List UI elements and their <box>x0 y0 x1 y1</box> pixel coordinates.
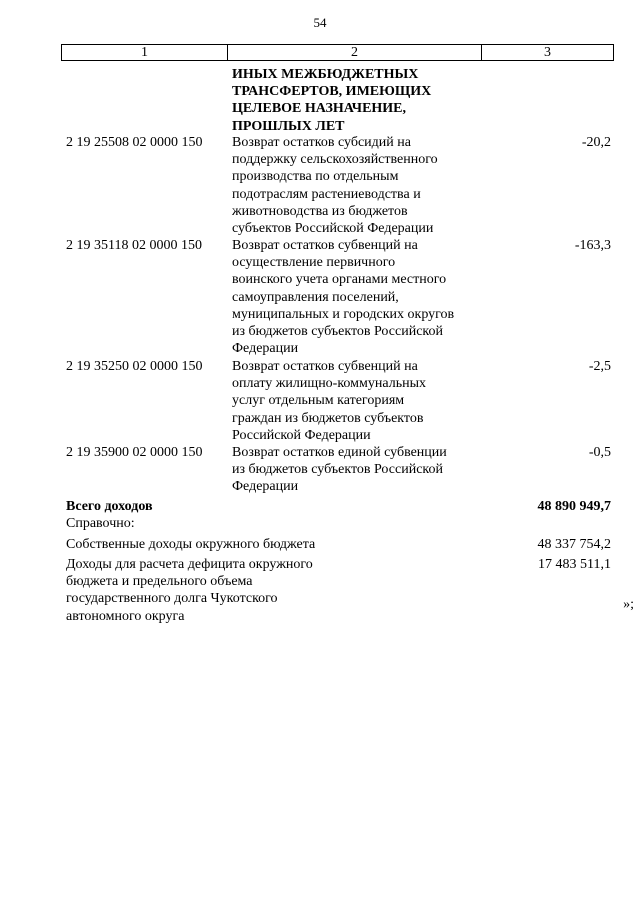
description-line: оплату жилищно-коммунальных <box>232 376 426 392</box>
description-line: муниципальных и городских округов <box>232 306 455 322</box>
row-amount: -0,5 <box>588 445 611 460</box>
description-line: граждан из бюджетов субъектов <box>232 410 424 426</box>
description-line: Возврат остатков субвенций на <box>232 359 418 374</box>
description-line: услуг отдельным категориям <box>232 393 405 409</box>
row-code: 2 19 25508 02 0000 150 <box>66 135 203 150</box>
header-col-3: 3 <box>481 45 613 60</box>
row-code: 2 19 35250 02 0000 150 <box>66 359 203 374</box>
total-label: Всего доходов <box>66 499 153 514</box>
deficit-line: автономного округа <box>66 608 185 624</box>
row-amount: -2,5 <box>588 359 611 374</box>
deficit-line: Доходы для расчета дефицита окружного <box>66 557 313 572</box>
row-description <box>232 444 447 496</box>
description-line: из бюджетов субъектов Российской <box>232 462 443 478</box>
deficit-line: государственного долга Чукотского <box>66 591 278 607</box>
row-description <box>232 134 438 237</box>
header-col-1: 1 <box>141 45 148 60</box>
deficit-line: бюджета и предельного объема <box>66 574 253 590</box>
description-line: самоуправления поселений, <box>232 289 399 305</box>
description-line: воинского учета органами местного <box>232 272 447 288</box>
row-amount: -163,3 <box>574 238 611 253</box>
description-line: из бюджетов субъектов Российской <box>232 324 443 340</box>
table-header <box>61 44 614 61</box>
deficit-income-label <box>66 556 313 625</box>
page-number: 54 <box>313 15 327 30</box>
row-code: 2 19 35900 02 0000 150 <box>66 445 203 460</box>
description-line: Российской Федерации <box>232 427 371 443</box>
heading-line: ТРАНСФЕРТОВ, ИМЕЮЩИХ <box>232 84 432 100</box>
deficit-income-amount: 17 483 511,1 <box>538 557 611 572</box>
description-line: Возврат остатков единой субвенции <box>232 445 447 460</box>
row-code: 2 19 35118 02 0000 150 <box>66 238 202 253</box>
description-line: осуществление первичного <box>232 255 396 271</box>
description-line: Федерации <box>232 479 299 495</box>
heading-line: ПРОШЛЫХ ЛЕТ <box>232 118 345 134</box>
reference-label: Справочно: <box>66 516 135 531</box>
description-line: поддержку сельскохозяйственного <box>232 152 438 168</box>
row-amount: -20,2 <box>581 135 611 150</box>
description-line: животноводства из бюджетов <box>232 203 408 219</box>
row-description <box>232 358 426 444</box>
description-line: Федерации <box>232 341 299 357</box>
row-description <box>232 237 454 357</box>
own-income-label: Собственные доходы окружного бюджета <box>66 537 316 552</box>
heading-line: ИНЫХ МЕЖБЮДЖЕТНЫХ <box>232 67 419 82</box>
description-line: субъектов Российской Федерации <box>232 221 434 237</box>
description-line: производства по отдельным <box>232 169 399 185</box>
closing-quote-mark: »; <box>623 597 634 612</box>
own-income-amount: 48 337 754,2 <box>537 537 611 552</box>
description-line: Возврат остатков субсидий на <box>232 135 411 150</box>
description-line: подотраслям растениеводства и <box>232 186 421 202</box>
section-heading <box>232 66 431 135</box>
description-line: Возврат остатков субвенций на <box>232 238 418 253</box>
total-amount: 48 890 949,7 <box>537 499 611 514</box>
heading-line: ЦЕЛЕВОЕ НАЗНАЧЕНИЕ, <box>232 101 407 117</box>
header-col-2: 2 <box>227 45 481 60</box>
